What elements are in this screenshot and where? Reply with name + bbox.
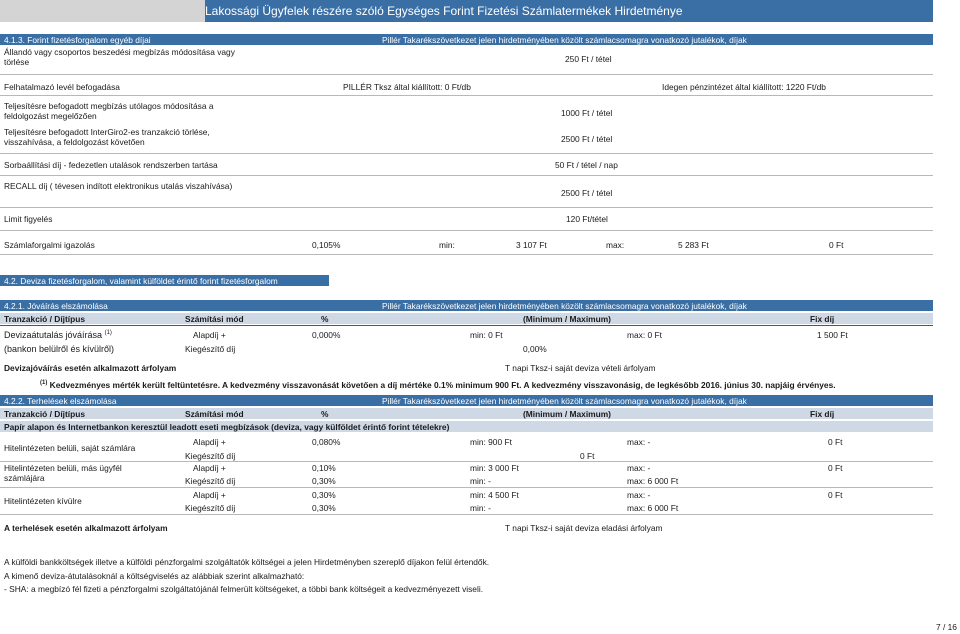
- szamlaforgalmi-max: 5 283 Ft: [678, 240, 709, 250]
- szamlaforgalmi-min: 3 107 Ft: [516, 240, 547, 250]
- szamlaforgalmi-pct: 0,105%: [312, 240, 341, 250]
- subheader-text: Papír alapon és Internetbankon keresztül leadott eseti megbízások (deviza, vagy külföldet érintő forint tételekre): [4, 422, 450, 432]
- divider: [0, 230, 933, 231]
- pct-value: 0,10%: [312, 463, 336, 473]
- col-tranzakcio: Tranzakció / Díjtípus: [4, 314, 85, 324]
- min-value: min: 900 Ft: [470, 437, 512, 447]
- subheader-422: [0, 421, 933, 432]
- section-subtitle-422: Pillér Takarékszövetkezet jelen hirdetményében közölt számlacsomagra vonatkozó jutalékok, díjak: [382, 396, 747, 406]
- max-value: max: 6 000 Ft: [627, 476, 679, 486]
- col-szamitasi-mod: Számítási mód: [185, 314, 244, 324]
- divider: [0, 254, 933, 255]
- section-band-42: [0, 275, 329, 286]
- divider: [0, 514, 933, 515]
- note: A külföldi bankköltségek illetve a külföldi pénzforgalmi szolgáltatók költségei a jelen Hirdetményben szereplő díjakon felül értendők.: [4, 557, 490, 567]
- min-value: min: -: [470, 476, 491, 486]
- row-value: 120 Ft/tétel: [566, 214, 608, 224]
- row-label: RECALL díj ( tévesen indított elektronikus utalás viszahívása): [4, 181, 233, 191]
- max-value: max: 0 Ft: [627, 330, 662, 340]
- title-bar: [205, 0, 933, 22]
- col-fix: Fix díj: [810, 314, 835, 324]
- min-value: min: 4 500 Ft: [470, 490, 519, 500]
- pct-value: 0,30%: [312, 503, 336, 513]
- calc-mode: Kiegészítő díj: [185, 476, 236, 486]
- note: A kimenő deviza-átutalásoknál a költségviselés az alábbiak szerint alkalmazható:: [4, 571, 305, 581]
- divider: [0, 74, 933, 75]
- fix-value: 0 Ft: [828, 490, 843, 500]
- row-value: 1000 Ft / tétel: [561, 108, 613, 118]
- max-value: max: -: [627, 490, 651, 500]
- col-pct: %: [321, 409, 329, 419]
- section-title-421: 4.2.1. Jóváírás elszámolása: [4, 301, 108, 311]
- arfolyam-value: T napi Tksz-i saját deviza eladási árfolyam: [505, 523, 663, 533]
- row-label: Teljesítésre befogadott megbízás utólagos módosítása a feldolgozást megelőzően: [4, 101, 214, 122]
- section-title-42: 4.2. Deviza fizetésforgalom, valamint külföldet érintő forint fizetésforgalom: [4, 276, 278, 286]
- arfolyam-label: A terhelések esetén alkalmazott árfolyam: [4, 523, 168, 533]
- col-szamitasi-mod: Számítási mód: [185, 409, 244, 419]
- calc-mode: Kiegészítő díj: [185, 503, 236, 513]
- page-number: 7 / 16: [936, 622, 957, 632]
- pct-value: 0,00%: [523, 344, 547, 354]
- calc-mode: Kiegészítő díj: [185, 344, 236, 354]
- calc-mode: Alapdíj +: [193, 463, 226, 473]
- row-label: Felhatalmazó levél befogadása: [4, 82, 120, 92]
- max-value: max: -: [627, 463, 651, 473]
- pct-value: 0,30%: [312, 476, 336, 486]
- group-label: Hitelintézeten belüli, más ügyfél számlájára: [4, 463, 122, 484]
- min-value: min: 0 Ft: [470, 330, 503, 340]
- row-label: (bankon belülről és kívülről): [4, 344, 115, 354]
- row-label: Teljesítésre befogadott InterGiro2-es tranzakció törlése, visszahívása, a feldolgozást követően: [4, 127, 210, 148]
- row-value: 2500 Ft / tétel: [561, 134, 613, 144]
- calc-mode: Alapdíj +: [193, 437, 226, 447]
- row-value: 2500 Ft / tétel: [561, 188, 613, 198]
- col-pct: %: [321, 314, 329, 324]
- row-label: Állandó vagy csoportos beszedési megbízás módosítása vagy törlése: [4, 47, 235, 68]
- section-band-422: [0, 395, 933, 406]
- szamlaforgalmi-fix: 0 Ft: [829, 240, 844, 250]
- szamlaforgalmi-label: Számlaforgalmi igazolás: [4, 240, 95, 250]
- szamlaforgalmi-max-label: max:: [606, 240, 625, 250]
- fix-value: 0 Ft: [828, 437, 843, 447]
- footnote: $^{(1)}$ Kedvezményes mérték került feltüntetésre. A kedvezmény visszavonását követően a díj mértéke 0.1% minimum 900 Ft. A kedvezmény visszavonásig, de legkésőbb 2016. június 30. napjáig érvényes.: [40, 380, 836, 390]
- table-header-421: [0, 313, 933, 324]
- section-title-413: 4.1.3. Forint fizetésforgalom egyéb díjai: [4, 35, 151, 45]
- calc-mode: Kiegészítő díj: [185, 451, 236, 461]
- calc-mode: Alapdíj +: [193, 330, 226, 340]
- max-value: max: -: [627, 437, 651, 447]
- group-label: Hitelintézeten kívülre: [4, 496, 82, 506]
- calc-mode: Alapdíj +: [193, 490, 226, 500]
- col-tranzakcio: Tranzakció / Díjtípus: [4, 409, 85, 419]
- page-title: Lakossági Ügyfelek részére szóló Egységes Forint Fizetési Számlatermékek Hirdetménye: [205, 4, 683, 18]
- divider: [0, 487, 933, 488]
- min-value: 0 Ft: [580, 451, 595, 461]
- section-band-413: [0, 34, 933, 45]
- row-value: PILLÉR Tksz által kiállított: 0 Ft/db: [343, 82, 471, 92]
- pct-value: 0,30%: [312, 490, 336, 500]
- pct-value: 0,080%: [312, 437, 341, 447]
- divider: [0, 461, 933, 462]
- note: - SHA: a megbízó fél fizeti a pénzforgalmi szolgáltatójánál felmerült költségeket, a többi bank költségeit a kedvezményezett viseli.: [4, 584, 484, 594]
- row-label: Sorbaállítási díj - fedezetlen utalások rendszerben tartása: [4, 160, 218, 170]
- row-label: Limit figyelés: [4, 214, 53, 224]
- min-value: min: -: [470, 503, 491, 513]
- arfolyam-label: Devizajóváírás esetén alkalmazott árfolyam: [4, 363, 177, 373]
- arfolyam-value: T napi Tksz-i saját deviza vételi árfolyam: [505, 363, 656, 373]
- col-minmax: (Minimum / Maximum): [523, 409, 611, 419]
- pct-value: 0,000%: [312, 330, 341, 340]
- section-subtitle-413: Pillér Takarékszövetkezet jelen hirdetményében közölt számlacsomagra vonatkozó jutalékok, díjak: [382, 35, 747, 45]
- row-value: 50 Ft / tétel / nap: [555, 160, 618, 170]
- row-value: Idegen pénzintézet által kiállított: 1220 Ft/db: [662, 82, 826, 92]
- group-label: Hitelintézeten belüli, saját számlára: [4, 443, 136, 453]
- divider: [0, 153, 933, 154]
- szamlaforgalmi-min-label: min:: [439, 240, 455, 250]
- section-band-421: [0, 300, 933, 311]
- divider: [0, 95, 933, 96]
- table-header-422: [0, 408, 933, 419]
- row-label: Devizaátutalás jóváírása $^{(1)}$: [4, 330, 112, 340]
- section-title-422: 4.2.2. Terhelések elszámolása: [4, 396, 117, 406]
- divider: [0, 207, 933, 208]
- section-subtitle-421: Pillér Takarékszövetkezet jelen hirdetményében közölt számlacsomagra vonatkozó jutalékok, díjak: [382, 301, 747, 311]
- col-minmax: (Minimum / Maximum): [523, 314, 611, 324]
- divider: [0, 175, 933, 176]
- col-fix: Fix díj: [810, 409, 835, 419]
- min-value: min: 3 000 Ft: [470, 463, 519, 473]
- fix-value: 0 Ft: [828, 463, 843, 473]
- fix-value: 1 500 Ft: [817, 330, 848, 340]
- row-value: 250 Ft / tétel: [565, 54, 612, 64]
- max-value: max: 6 000 Ft: [627, 503, 679, 513]
- divider: [0, 325, 933, 326]
